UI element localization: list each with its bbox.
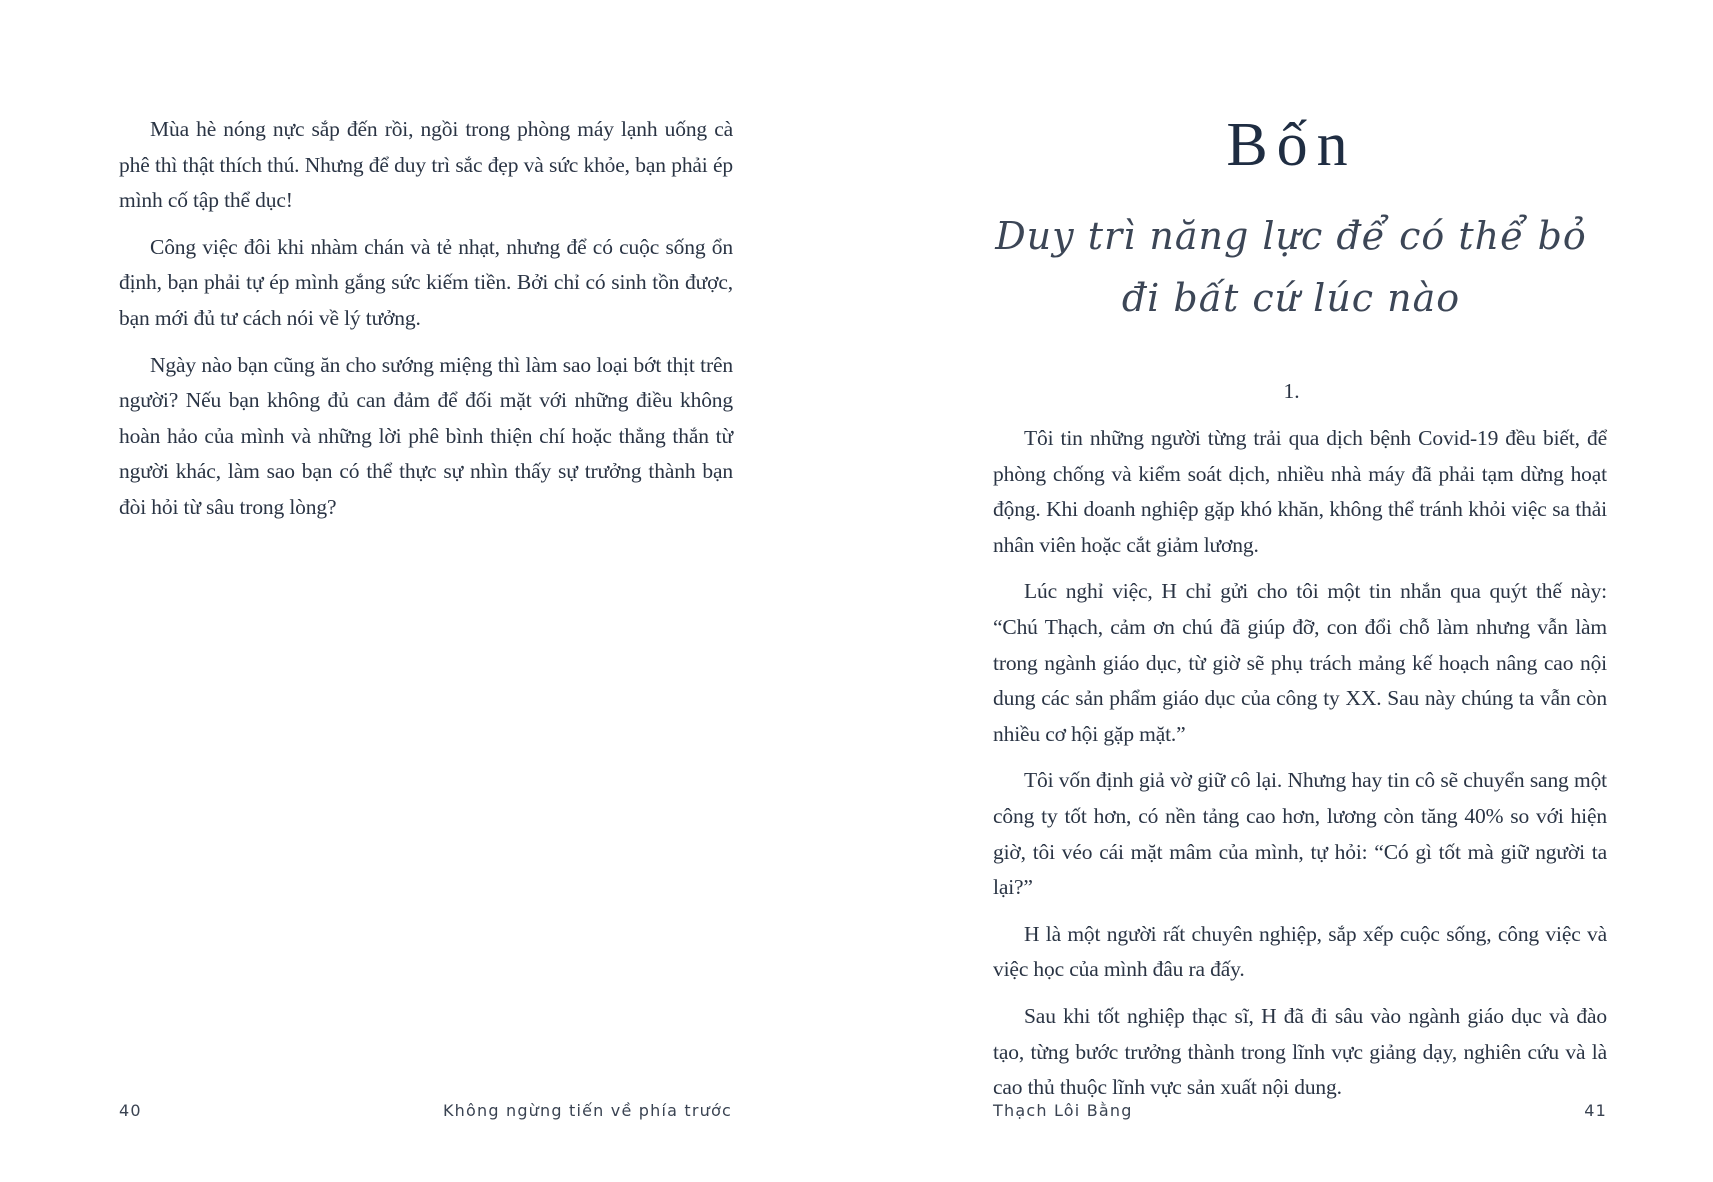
chapter-title: Bốn: [1226, 111, 1357, 179]
right-page-body: [993, 421, 1607, 1117]
paragraph: Lúc nghỉ việc, H chỉ gửi cho tôi một tin nhắn qua quýt thế này: “Chú Thạch, cảm ơn chú đã giúp đỡ, con đổi chỗ làm nhưng vẫn làm trong ngành giáo dục, từ giờ sẽ phụ trách mảng kế hoạch nâng cao nội dung các sản phẩm giáo dục của công ty XX. Sau này chúng ta vẫn còn nhiều cơ hội gặp mặt.”: [993, 579, 1607, 746]
running-header-author: Thạch Lôi Bằng: [993, 1101, 1133, 1120]
paragraph: Sau khi tốt nghiệp thạc sĩ, H đã đi sâu vào ngành giáo dục và đào tạo, từng bước trưởng thành trong lĩnh vực giảng dạy, nghiên cứu và là cao thủ thuộc lĩnh vực sản xuất nội dung.: [993, 1003, 1607, 1100]
paragraph: H là một người rất chuyên nghiệp, sắp xếp cuộc sống, công việc và việc học của mình đâu ra đấy.: [993, 921, 1607, 982]
paragraph: Công việc đôi khi nhàm chán và tẻ nhạt, nhưng để có cuộc sống ổn định, bạn phải tự ép mình gắng sức kiếm tiền. Bởi chỉ có sinh tồn được, bạn mới đủ tư cách nói về lý tưởng.: [119, 234, 733, 330]
paragraph: Ngày nào bạn cũng ăn cho sướng miệng thì làm sao loại bớt thịt trên người? Nếu bạn không đủ can đảm để đối mặt với những điều không hoàn hảo của mình và những lời phê bình thiện chí hoặc thẳng thắn từ người khác, làm sao bạn có thể thực sự nhìn thấy sự trưởng thành bạn đòi hỏi từ sâu trong lòng?: [119, 352, 733, 519]
left-page: [0, 0, 856, 1182]
running-header-book-title: Không ngừng tiến về phía trước: [442, 1101, 732, 1120]
paragraph: Tôi tin những người từng trải qua dịch bệnh Covid-19 đều biết, để phòng chống và kiểm soát dịch, nhiều nhà máy đã phải tạm dừng hoạt động. Khi doanh nghiệp gặp khó khăn, không thể tránh khỏi việc sa thải nhân viên hoặc cắt giảm lương.: [993, 426, 1607, 557]
section-number: 1.: [1283, 379, 1300, 403]
paragraph: Mùa hè nóng nực sắp đến rồi, ngồi trong phòng máy lạnh uống cà phê thì thật thích thú. Nhưng để duy trì sắc đẹp và sức khỏe, bạn phải ép mình cố tập thể dục!: [119, 117, 733, 213]
paragraph: Tôi vốn định giả vờ giữ cô lại. Nhưng hay tin cô sẽ chuyển sang một công ty tốt hơn, có nền tảng cao hơn, lương còn tăng 40% so với hiện giờ, tôi véo cái mặt mâm của mình, tự hỏi: “Có gì tốt mà giữ người ta lại?”: [993, 768, 1607, 900]
page-number: 40: [119, 1101, 142, 1120]
right-page: [856, 0, 1713, 1182]
chapter-subtitle: Duy trì năng lực để có thể bỏ đi bất cứ lúc nào: [995, 214, 1587, 320]
page-number: 41: [1584, 1101, 1607, 1120]
left-page-body: [119, 112, 733, 537]
